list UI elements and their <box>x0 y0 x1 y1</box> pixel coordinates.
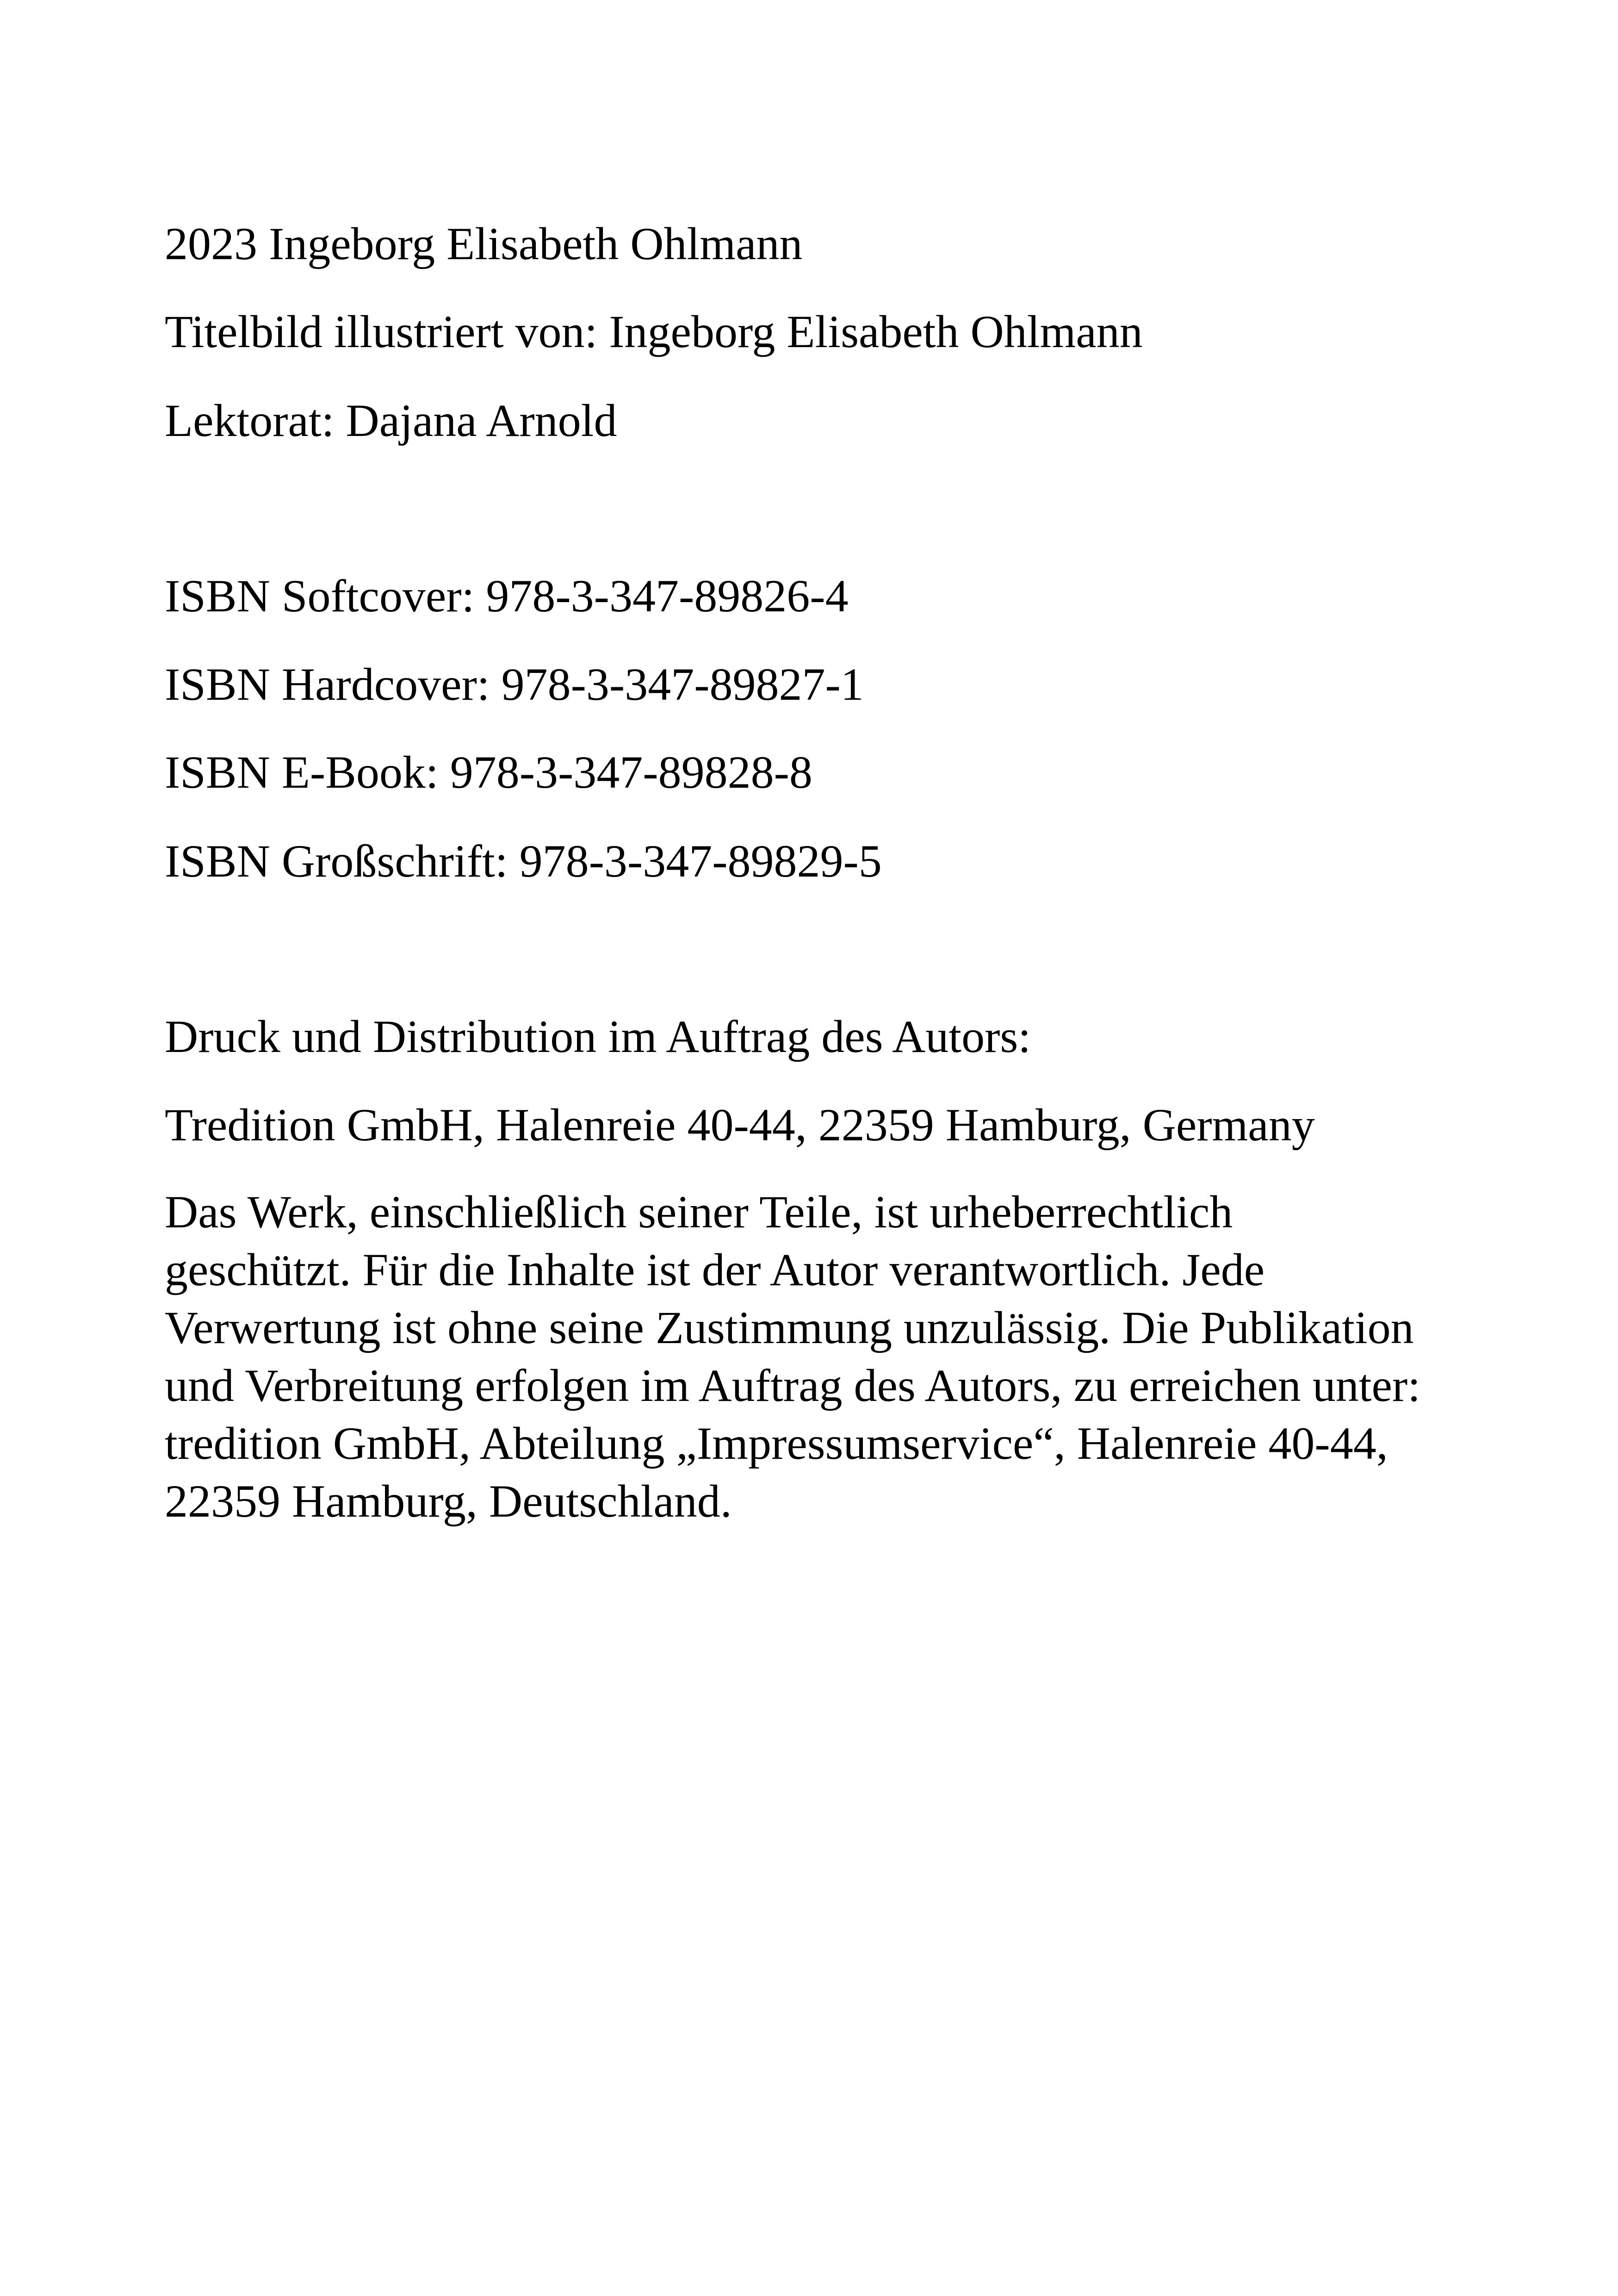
cover-illustration-credit: Titelbild illustriert von: Ingeborg Elisabeth Ohlmann <box>165 306 1143 357</box>
editor-credit: Lektorat: Dajana Arnold <box>165 395 617 446</box>
isbn-ebook: ISBN E-Book: 978-3-347-89828-8 <box>165 747 812 798</box>
isbn-softcover: ISBN Softcover: 978-3-347-89826-4 <box>165 570 849 622</box>
copyright-line: 2023 Ingeborg Elisabeth Ohlmann <box>165 218 803 269</box>
legal-notice: Das Werk, einschließlich seiner Teile, ist urheberrechtlich geschützt. Für die Inhalte ist der Autor verantwortlich. Jede Verwertung ist ohne seine Zustimmung unzulässig. Die Publikation und Verbreitung erfolgen im Auftrag des Autors, zu erreichen unter: tredition GmbH, Abteilung „Impressumservice“, Halenreie 40-44, 22359 Hamburg, Deutschland. <box>165 1186 1421 1527</box>
publisher-address: Tredition GmbH, Halenreie 40-44, 22359 Hamburg, Germany <box>165 1099 1315 1151</box>
distribution-line: Druck und Distribution im Auftrag des Autors: <box>165 1011 1031 1062</box>
isbn-large-print: ISBN Großschrift: 978-3-347-89829-5 <box>165 835 882 887</box>
isbn-hardcover: ISBN Hardcover: 978-3-347-89827-1 <box>165 659 864 710</box>
